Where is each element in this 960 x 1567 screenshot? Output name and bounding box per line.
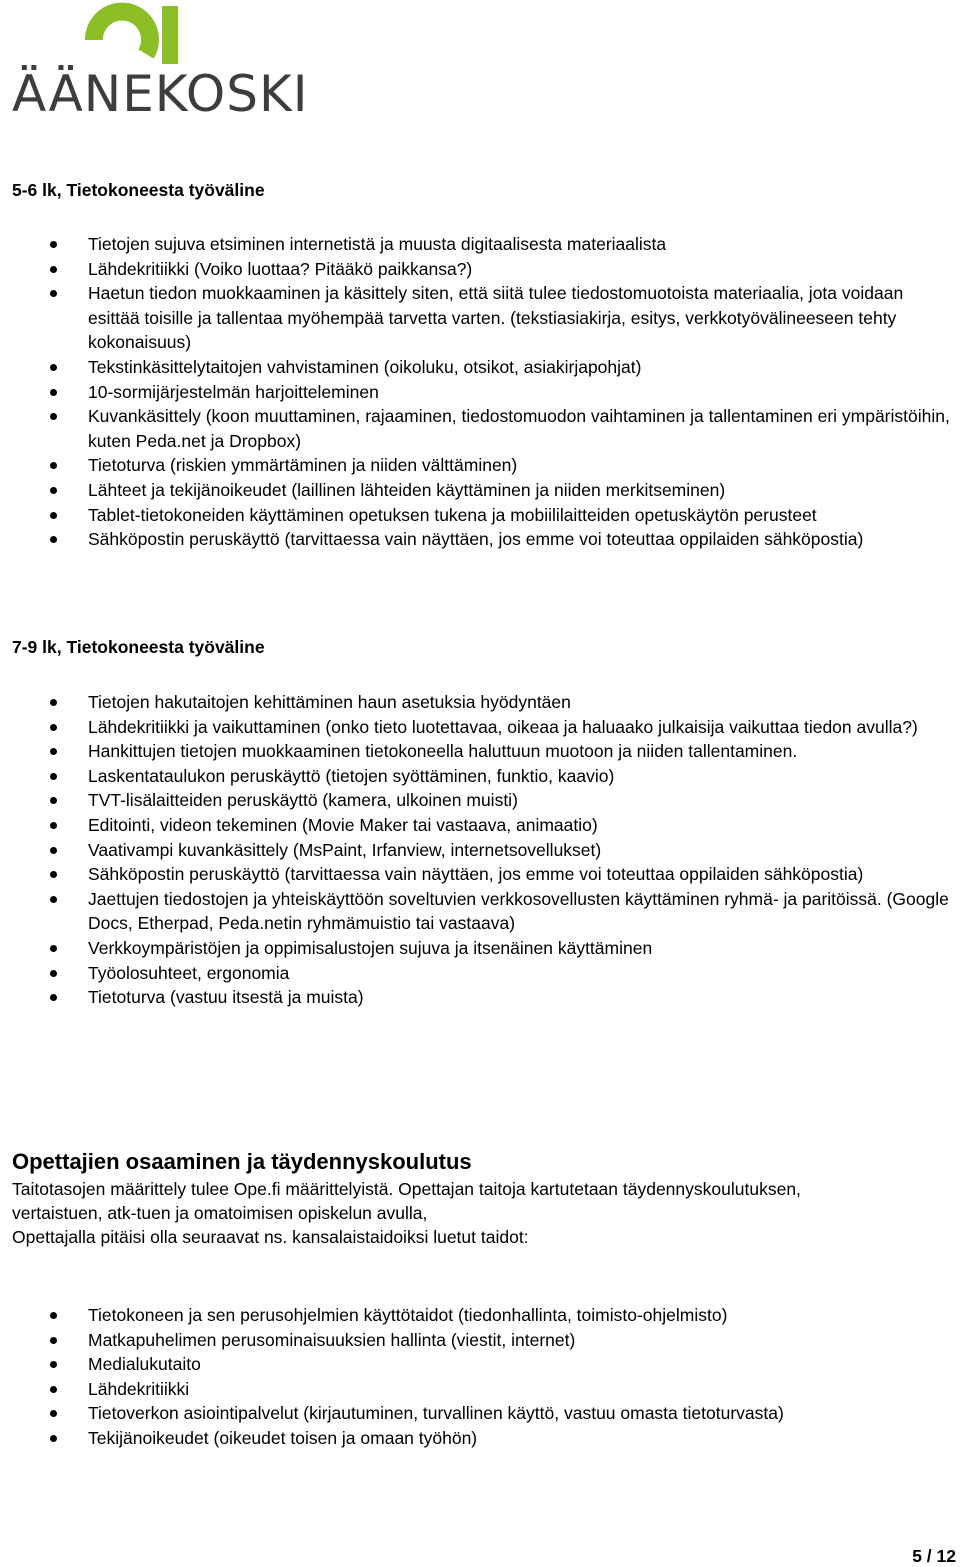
list-item — [0, 503, 960, 528]
list-item-text: Lähdekritiikki — [88, 1378, 190, 1399]
list-item-text: Tietojen sujuva etsiminen internetistä ja muusta digitaalisesta materiaalista — [88, 234, 667, 254]
list-item-text: Tietojen hakutaitojen kehittäminen haun asetuksia hyödyntäen — [88, 692, 571, 712]
section-title-7-9: 7-9 lk, Tietokoneesta työväline — [12, 637, 265, 657]
list-item-text: 10-sormijärjestelmän harjoitteleminen — [88, 381, 379, 402]
list-item-text: Tietoverkon asiointipalvelut (kirjautuminen, turvallinen käyttö, vastuu omasta tietoturvasta) — [88, 1403, 784, 1424]
list-item — [0, 232, 960, 257]
bullet-list-teachers — [0, 1303, 960, 1451]
list-item-text: Lähdekritiikki (Voiko luottaa? Pitääkö paikkansa?) — [88, 258, 473, 279]
list-item — [0, 1303, 960, 1328]
paragraph-line: Opettajalla pitäisi olla seuraavat ns. kansalaistaidoiksi luetut taidot: — [12, 1227, 529, 1247]
list-item — [0, 404, 960, 453]
list-item-text: Tablet-tietokoneiden käyttäminen opetuksen tukena ja mobiililaitteiden opetuskäytön perusteet — [88, 504, 817, 525]
list-item-text: Sähköpostin peruskäyttö (tarvittaessa vain näyttäen, jos emme voi toteuttaa oppilaiden sähköpostia) — [88, 529, 864, 550]
list-item-text: Jaettujen tiedostojen ja yhteiskäyttöön soveltuvien verkkosovellusten käyttäminen ryhmä- ja paritöissä. (Google Docs, Etherpad, Peda.netin ryhmämuistio tai vastaava) — [88, 888, 949, 934]
aanekoski-logo — [10, 0, 309, 123]
list-item-text: Medialukutaito — [88, 1354, 201, 1375]
list-item-text: Editointi, videon tekeminen (Movie Maker tai vastaava, animaatio) — [88, 814, 598, 835]
list-item-text: Tekstinkäsittelytaitojen vahvistaminen (oikoluku, otsikot, asiakirjapohjat) — [88, 356, 642, 377]
list-item — [0, 936, 960, 961]
teachers-paragraph — [12, 1177, 958, 1249]
list-item — [0, 690, 960, 715]
list-item — [0, 961, 960, 986]
list-item-text: TVT-lisälaitteiden peruskäyttö (kamera, ulkoinen muisti) — [88, 790, 518, 811]
list-item — [0, 1352, 960, 1377]
list-item — [0, 355, 960, 380]
list-item-text: Laskentataulukon peruskäyttö (tietojen syöttäminen, funktio, kaavio) — [88, 765, 615, 786]
list-item-text: Lähdekritiikki ja vaikuttaminen (onko tieto luotettavaa, oikeaa ja haluaako julkaisija vaikuttaa tiedon avulla?) — [88, 716, 918, 737]
list-item-text: Vaativampi kuvankäsittely (MsPaint, Irfanview, internetsovellukset) — [88, 839, 602, 860]
list-item — [0, 715, 960, 740]
list-item — [0, 380, 960, 405]
list-item — [0, 1377, 960, 1402]
list-item — [0, 887, 960, 936]
logo-mark-icon — [84, 0, 194, 70]
section-title-teachers: Opettajien osaaminen ja täydennyskoulutus — [12, 1149, 472, 1174]
list-item — [0, 281, 960, 355]
list-item-text: Verkkoympäristöjen ja oppimisalustojen sujuva ja itsenäinen käyttäminen — [88, 937, 653, 958]
list-item-text: Sähköpostin peruskäyttö (tarvittaessa vain näyttäen, jos emme voi toteuttaa oppilaiden sähköpostia) — [88, 864, 864, 885]
list-item — [0, 1401, 960, 1426]
list-item-text: Työolosuhteet, ergonomia — [88, 962, 290, 983]
list-item — [0, 813, 960, 838]
list-item — [0, 527, 960, 552]
paragraph-line: Taitotasojen määrittely tulee Ope.fi määrittelyistä. Opettajan taitoja kartutetaan täydennyskoulutuksen, — [12, 1179, 801, 1199]
list-item-text: Tietoturva (riskien ymmärtäminen ja niiden välttäminen) — [88, 455, 518, 476]
list-item — [0, 1426, 960, 1451]
section-title-5-6: 5-6 lk, Tietokoneesta työväline — [12, 180, 265, 200]
logo-wordmark: ÄÄNEKOSKI — [12, 65, 309, 123]
list-item-text: Haetun tiedon muokkaaminen ja käsittely siten, että siitä tulee tiedostomuotoista materiaalia, jota voidaan esittää toisille ja tallentaa myöhempää tarvetta varten. (tekstiasiakirja, esitys, verkkotyövälineeseen tehty kokonaisuus) — [88, 283, 904, 353]
bullet-list-7-9 — [0, 690, 960, 1010]
list-item — [0, 739, 960, 764]
list-item-text: Lähteet ja tekijänoikeudet (laillinen lähteiden käyttäminen ja niiden merkitseminen) — [88, 479, 726, 500]
list-item-text: Hankittujen tietojen muokkaaminen tietokoneella haluttuun muotoon ja niiden tallentaminen. — [88, 741, 798, 762]
list-item-text: Tietokoneen ja sen perusohjelmien käyttötaidot (tiedonhallinta, toimisto-ohjelmisto) — [88, 1305, 728, 1325]
list-item — [0, 257, 960, 282]
list-item — [0, 478, 960, 503]
page-number: 5 / 12 — [912, 1546, 956, 1566]
bullet-list-5-6 — [0, 232, 960, 552]
list-item — [0, 838, 960, 863]
list-item-text: Tekijänoikeudet (oikeudet toisen ja omaan työhön) — [88, 1427, 478, 1448]
list-item — [0, 764, 960, 789]
list-item — [0, 985, 960, 1010]
list-item-text: Matkapuhelimen perusominaisuuksien hallinta (viestit, internet) — [88, 1329, 576, 1350]
paragraph-line: vertaistuen, atk-tuen ja omatoimisen opiskelun avulla, — [12, 1203, 428, 1223]
list-item — [0, 1328, 960, 1353]
list-item — [0, 862, 960, 887]
list-item — [0, 453, 960, 478]
list-item — [0, 788, 960, 813]
list-item-text: Tietoturva (vastuu itsestä ja muista) — [88, 987, 364, 1008]
list-item-text: Kuvankäsittely (koon muuttaminen, rajaaminen, tiedostomuodon vaihtaminen ja tallentaminen eri ympäristöihin, kuten Peda.net ja Dropbox) — [88, 406, 950, 451]
